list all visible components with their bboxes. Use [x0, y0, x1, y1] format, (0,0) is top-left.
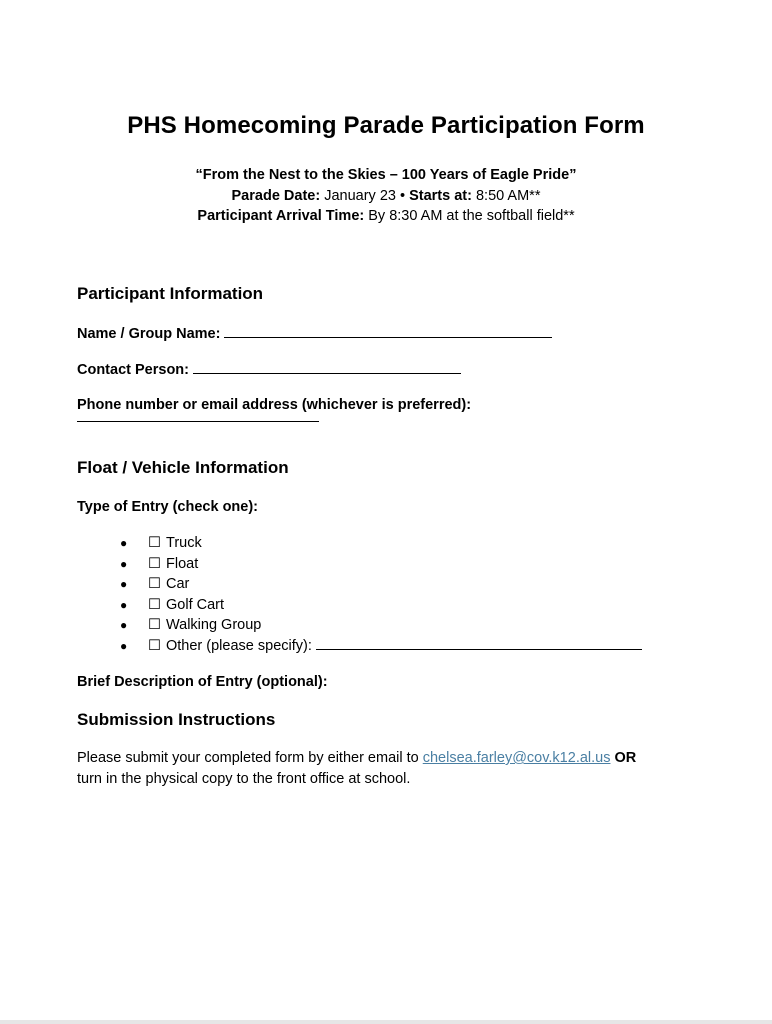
separator-dot: • — [399, 188, 406, 204]
entry-option-label: Float — [166, 555, 199, 572]
checkbox-icon[interactable]: ☐ — [148, 617, 161, 633]
starts-at-label: Starts at: — [409, 188, 472, 204]
parade-date-value: January 23 — [324, 188, 396, 204]
name-field-label: Name / Group Name: — [77, 326, 221, 342]
checkbox-icon[interactable]: ☐ — [148, 555, 161, 572]
entry-option-label: Other (please specify): — [166, 637, 312, 654]
arrival-time-line — [0, 206, 772, 226]
page-title: PHS Homecoming Parade Participation Form — [127, 112, 645, 139]
checkbox-icon[interactable]: ☐ — [148, 576, 161, 592]
vehicle-heading: Float / Vehicle Information — [77, 458, 289, 477]
name-field-blank[interactable] — [224, 325, 552, 338]
description-label: Brief Description of Entry (optional): — [77, 674, 328, 690]
list-item — [120, 574, 642, 595]
bullet-icon: ● — [120, 618, 128, 632]
checkbox-icon[interactable]: ☐ — [148, 637, 161, 654]
entry-option-label: Truck — [166, 535, 202, 551]
contact-field-blank[interactable] — [193, 361, 461, 374]
theme-line: “From the Nest to the Skies – 100 Years of Eagle Pride” — [195, 167, 577, 183]
checkbox-icon[interactable]: ☐ — [148, 596, 161, 613]
checkbox-icon[interactable]: ☐ — [148, 535, 161, 551]
entry-type-list — [120, 533, 642, 656]
list-item — [120, 554, 642, 575]
submission-heading: Submission Instructions — [77, 710, 276, 729]
or-text: OR — [614, 750, 637, 766]
entry-option-label: Golf Cart — [166, 596, 225, 613]
submission-text-before: Please submit your completed form by either email to — [77, 750, 423, 766]
entry-option-label: Walking Group — [166, 617, 262, 633]
submission-instructions — [77, 748, 697, 790]
other-specify-blank[interactable] — [316, 637, 642, 650]
bullet-icon: ● — [120, 556, 128, 571]
submission-text-after: turn in the physical copy to the front office at school. — [77, 771, 411, 787]
parade-date-label: Parade Date: — [231, 188, 321, 204]
bullet-icon: ● — [120, 638, 128, 653]
phone-email-label: Phone number or email address (whichever is preferred): — [77, 397, 472, 413]
list-item — [120, 615, 642, 636]
list-item — [120, 636, 642, 657]
bullet-icon: ● — [120, 577, 128, 591]
entry-option-label: Car — [166, 576, 190, 592]
parade-date-line — [0, 186, 772, 206]
starts-at-value: 8:50 AM** — [475, 188, 541, 204]
contact-field-row — [77, 361, 461, 378]
email-link[interactable]: chelsea.farley@cov.k12.al.us — [422, 750, 611, 766]
contact-field-label: Contact Person: — [77, 362, 189, 378]
participant-heading: Participant Information — [77, 284, 264, 303]
arrival-time-label: Participant Arrival Time: — [197, 208, 365, 224]
bullet-icon: ● — [120, 536, 128, 550]
list-item — [120, 595, 642, 616]
phone-email-blank[interactable] — [77, 421, 319, 422]
list-item — [120, 533, 642, 554]
arrival-time-value: By 8:30 AM at the softball field** — [368, 208, 575, 224]
entry-type-label: Type of Entry (check one): — [77, 499, 259, 515]
bottom-divider — [0, 1020, 772, 1024]
name-field-row — [77, 325, 552, 342]
bullet-icon: ● — [120, 597, 128, 612]
